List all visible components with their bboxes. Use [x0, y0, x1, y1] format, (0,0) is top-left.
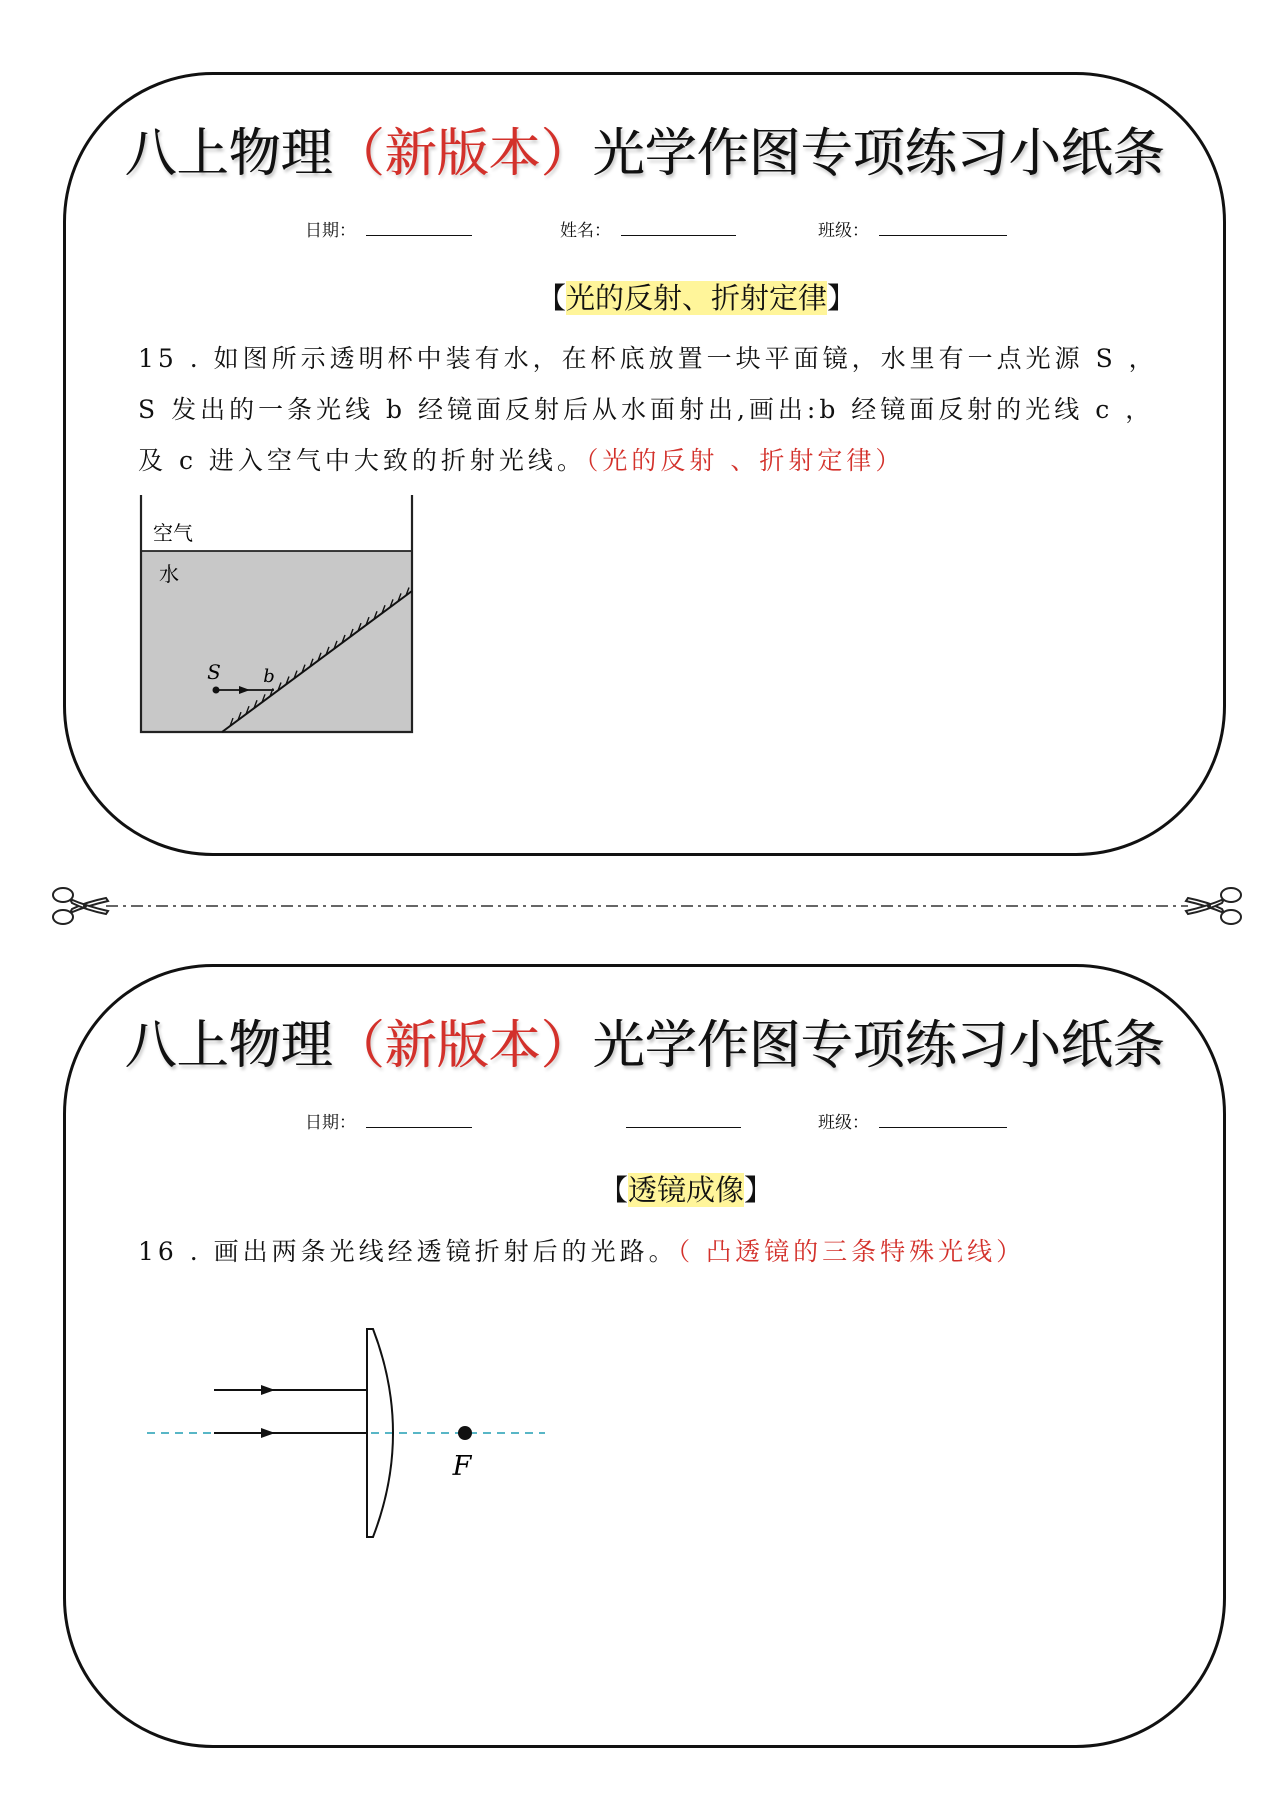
ray-arrow-icon [261, 1385, 275, 1395]
ray-label: b [263, 666, 275, 687]
question-topic-tag: （ 凸透镜的三条特殊光线） [677, 1237, 1026, 1266]
date-blank [366, 1127, 472, 1128]
question-line-1: 15 . 如图所示透明杯中装有水，在杯底放置一块平面镜，水里有一点光源 S ， [138, 344, 1158, 373]
ray-arrow-icon [261, 1428, 275, 1438]
title-version: （新版本） [332, 1016, 593, 1076]
question-line-1 [138, 1235, 1025, 1269]
name-blank [621, 235, 736, 236]
focus-label: F [452, 1451, 472, 1482]
water-region [141, 551, 412, 732]
date-label: 日期： [305, 1113, 356, 1133]
worksheet-card-15 [63, 72, 1226, 856]
section-close-bracket: 】 [744, 1173, 774, 1207]
class-field [818, 1105, 1007, 1133]
section-heading [537, 278, 856, 318]
name-field [560, 213, 736, 241]
focal-point [458, 1426, 472, 1440]
air-label: 空气 [153, 521, 193, 545]
worksheet-card-16 [63, 964, 1226, 1748]
class-blank [879, 235, 1007, 236]
date-field [305, 1105, 472, 1133]
question-topic-tag: （光的反射 、折射定律） [585, 446, 905, 475]
question-text: 16 . 画出两条光线经透镜折射后的光路。 [138, 1237, 678, 1266]
scissors-icon [50, 884, 110, 928]
section-open-bracket: 【 [537, 281, 567, 315]
source-label: S [207, 660, 221, 684]
convex-lens-figure [141, 1322, 561, 1552]
title-suffix: 光学作图专项练习小纸条 [592, 124, 1165, 184]
name-label: 姓名： [560, 221, 611, 241]
section-close-bracket: 】 [827, 281, 857, 315]
class-field [818, 213, 1007, 241]
title-prefix: 八上物理 [124, 124, 333, 184]
class-blank [879, 1127, 1007, 1128]
title-prefix: 八上物理 [124, 1016, 333, 1076]
cut-line [106, 900, 1188, 912]
question-line-2: S 发出的一条光线 b 经镜面反射后从水面射出,画出:b 经镜面反射的光线 c ， [138, 395, 1155, 424]
question-line-3-text: 及 c 进入空气中大致的折射光线。 [138, 446, 586, 475]
scissors-icon [1184, 884, 1244, 928]
water-label: 水 [159, 562, 179, 586]
date-blank [366, 235, 472, 236]
cup-mirror-figure [136, 490, 421, 740]
class-label: 班级： [818, 1113, 869, 1133]
date-label: 日期： [305, 221, 356, 241]
section-open-bracket: 【 [599, 1173, 629, 1207]
title-suffix: 光学作图专项练习小纸条 [592, 1016, 1165, 1076]
class-label: 班级： [818, 221, 869, 241]
section-heading [599, 1170, 773, 1210]
card-title [66, 1011, 1223, 1081]
section-text: 透镜成像 [628, 1173, 745, 1207]
section-text: 光的反射、折射定律 [566, 281, 828, 315]
question-line-3 [138, 444, 904, 478]
card-title [66, 119, 1223, 189]
title-version: （新版本） [332, 124, 593, 184]
name-blank [626, 1127, 741, 1128]
date-field [305, 213, 472, 241]
